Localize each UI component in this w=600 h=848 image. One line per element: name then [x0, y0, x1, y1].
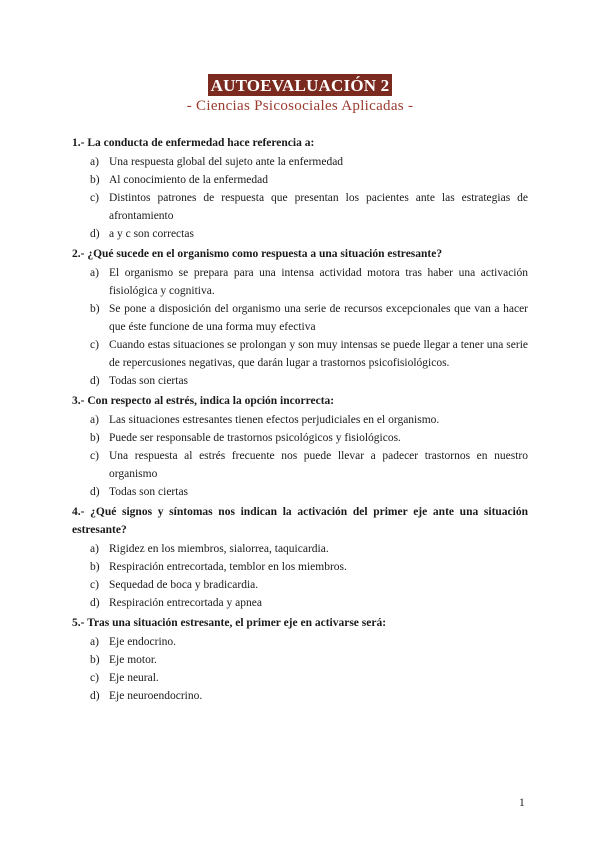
option-text: Se pone a disposición del organismo una serie de recursos excepcionales que van a hacer que éste funcione de una forma muy efectiva — [109, 303, 528, 333]
option-item — [72, 558, 528, 576]
option-letter: d) — [90, 228, 100, 240]
option-text: Todas son ciertas — [109, 486, 189, 498]
option-text: a y c son correctas — [109, 228, 194, 240]
question-text: 5.- Tras una situación estresante, el primer eje en activarse será: — [72, 617, 387, 629]
option-text: Las situaciones estresantes tienen efectos perjudiciales en el organismo. — [109, 414, 440, 426]
option-item — [72, 483, 528, 501]
question-block — [72, 134, 528, 243]
options-list — [72, 540, 528, 612]
options-list — [72, 411, 528, 501]
option-letter: d) — [90, 597, 100, 609]
option-letter: c) — [90, 672, 99, 684]
question-block — [72, 245, 528, 390]
question-block — [72, 614, 528, 705]
option-text: Al conocimiento de la enfermedad — [109, 174, 269, 186]
page-subtitle: - Ciencias Psicosociales Aplicadas - — [186, 98, 414, 114]
question-text: 2.- ¿Qué sucede en el organismo como respuesta a una situación estresante? — [72, 248, 443, 260]
option-letter: c) — [90, 192, 99, 204]
option-item — [72, 411, 528, 429]
option-item — [72, 447, 528, 483]
option-letter: c) — [90, 339, 99, 351]
option-text: Una respuesta al estrés frecuente nos puede llevar a padecer trastornos en nuestro organismo — [109, 450, 528, 480]
option-item — [72, 300, 528, 336]
option-letter: b) — [90, 174, 100, 186]
option-item — [72, 225, 528, 243]
option-letter: d) — [90, 690, 100, 702]
option-text: Sequedad de boca y bradicardia. — [109, 579, 259, 591]
option-text: Una respuesta global del sujeto ante la enfermedad — [109, 156, 344, 168]
question-text: 1.- La conducta de enfermedad hace referencia a: — [72, 137, 315, 149]
page-title: AUTOEVALUACIÓN 2 — [208, 74, 393, 96]
option-item — [72, 540, 528, 558]
option-text: Distintos patrones de respuesta que presentan los pacientes ante las estrategias de afrontamiento — [109, 192, 528, 222]
option-text: Respiración entrecortada, temblor en los miembros. — [109, 561, 347, 573]
option-text: Eje neuroendocrino. — [109, 690, 203, 702]
options-list — [72, 264, 528, 390]
option-letter: b) — [90, 303, 100, 315]
question-block — [72, 503, 528, 612]
option-letter: a) — [90, 543, 99, 555]
option-text: Eje motor. — [109, 654, 157, 666]
option-text: Rigidez en los miembros, sialorrea, taquicardia. — [109, 543, 329, 555]
option-item — [72, 171, 528, 189]
option-letter: a) — [90, 636, 99, 648]
option-text: Puede ser responsable de trastornos psicológicos y fisiológicos. — [109, 432, 401, 444]
option-text: Respiración entrecortada y apnea — [109, 597, 262, 609]
options-list — [72, 633, 528, 705]
option-item — [72, 264, 528, 300]
question-block — [72, 392, 528, 501]
option-item — [72, 633, 528, 651]
question-text: 4.- ¿Qué signos y síntomas nos indican la activación del primer eje ante una situación estresante? — [72, 506, 528, 536]
option-text: Cuando estas situaciones se prolongan y son muy intensas se puede llegar a tener una serie de repercusiones negativas, que darán lugar a trastornos psicofisiológicos. — [109, 339, 528, 369]
option-letter: a) — [90, 267, 99, 279]
option-text: Todas son ciertas — [109, 375, 189, 387]
option-text: El organismo se prepara para una intensa actividad motora tras haber una activación fisiológica y cognitiva. — [109, 267, 528, 297]
option-item — [72, 429, 528, 447]
page-number: 1 — [519, 797, 525, 809]
option-item — [72, 372, 528, 390]
option-letter: d) — [90, 375, 100, 387]
option-letter: a) — [90, 156, 99, 168]
option-letter: c) — [90, 579, 99, 591]
option-letter: b) — [90, 561, 100, 573]
option-item — [72, 336, 528, 372]
option-letter: b) — [90, 432, 100, 444]
option-item — [72, 651, 528, 669]
option-letter: c) — [90, 450, 99, 462]
option-letter: a) — [90, 414, 99, 426]
title-wrap — [0, 74, 600, 96]
option-item — [72, 153, 528, 171]
questions-list — [72, 134, 528, 705]
option-text: Eje endocrino. — [109, 636, 177, 648]
options-list — [72, 153, 528, 243]
option-item — [72, 576, 528, 594]
question-text: 3.- Con respecto al estrés, indica la opción incorrecta: — [72, 395, 335, 407]
option-item — [72, 594, 528, 612]
option-item — [72, 669, 528, 687]
option-item — [72, 687, 528, 705]
option-letter: b) — [90, 654, 100, 666]
option-text: Eje neural. — [109, 672, 159, 684]
option-item — [72, 189, 528, 225]
option-letter: d) — [90, 486, 100, 498]
